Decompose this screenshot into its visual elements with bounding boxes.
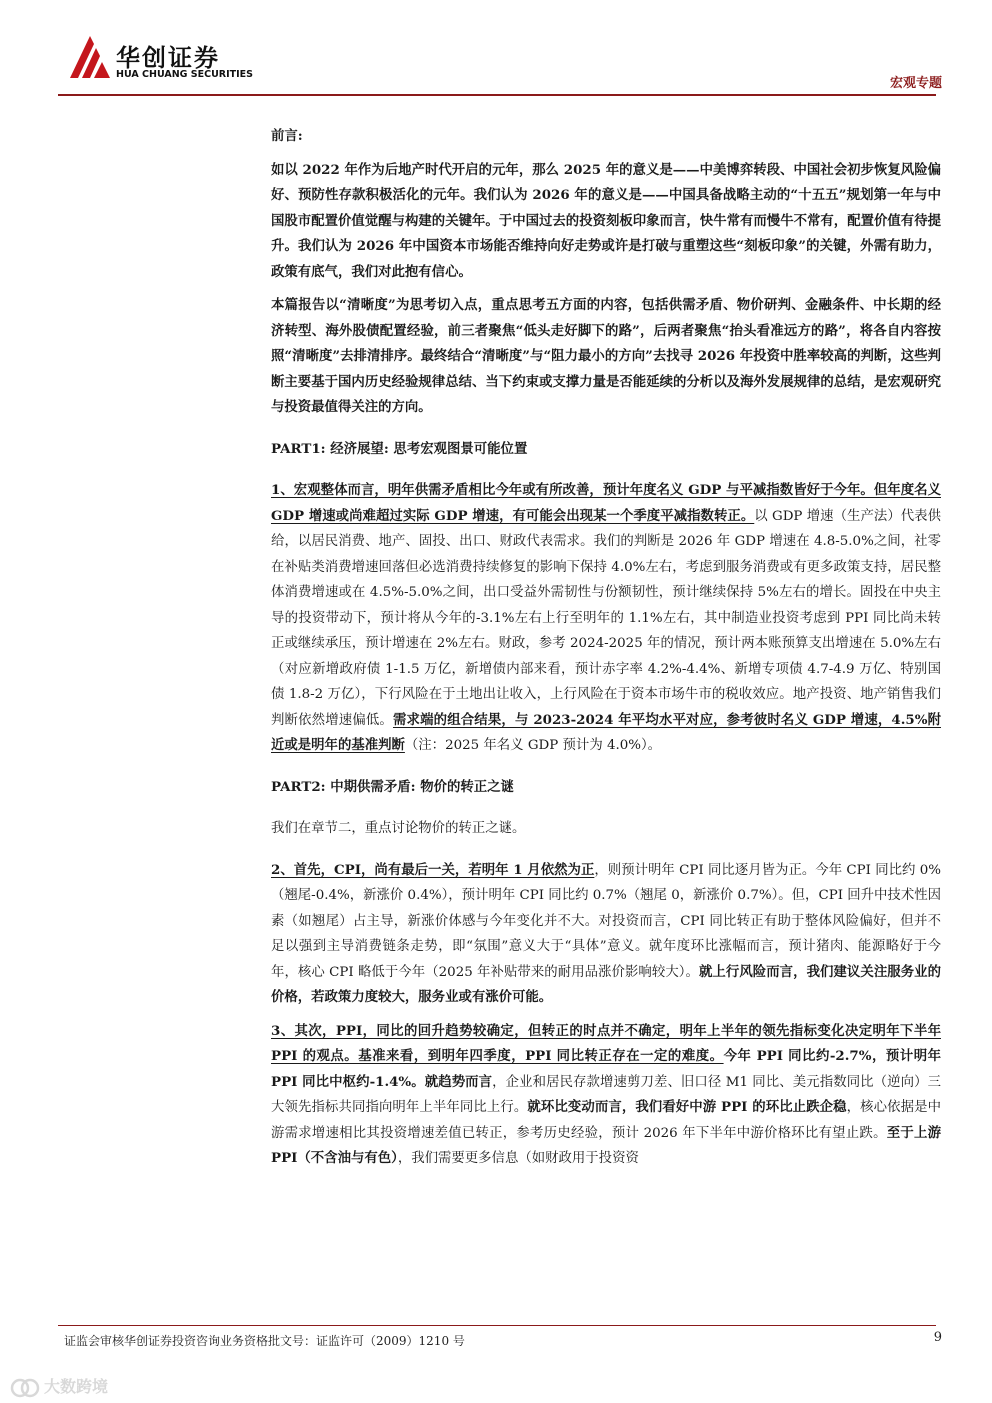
page-number: 9	[933, 1330, 942, 1345]
ppi-mom-body: ，核心依据是中游需求增速相比其投资增速差值已转正，参考历史经验，预计 2026 年下半年中游价格环比有望止跌。	[271, 1100, 942, 1141]
part1-body: 以 GDP 增速（生产法）代表供给，以居民消费、地产、固投、出口、财政代表需求。我们的判断是 2026 年 GDP 增速在 4.8-5.0%之间，社零在补贴类消费增速回落但必选消费持续修复的影响下保持 4.0%左右，考虑到服务消费或有更多政策支持，居民整体消费增速或在 4.5%-5.0%之间，出口受益外需韧性与份额韧性，预计继续保持 5%左右的增长。固投在中央主导的投资带动下，预计将从今年的-3.1%左右上行至明年的 1.1%左右，其中制造业投资考虑到 PPI 同比尚未转正或继续承压，预计增速在 2%左右。财政，参考 2024-2025 年的情况，预计两本账预算支出增速在 5.0%左右（对应新增政府债 1-1.5 万亿，新增债内部来看，预计赤字率 4.2%-4.4%、新增专项债 4.7-4.9 万亿、特别国债 1.8-2 万亿），下行风险在于土地出让收入，上行风险在于资本市场牛市的税收效应。地产投资、地产销售我们判断依然增速偏低。	[271, 508, 941, 728]
part1-note: （注：2025 年名义 GDP 预计为 4.0%）。	[404, 738, 662, 753]
huachuang-logo-icon	[68, 34, 112, 80]
preface-paragraph-1: 如以 2022 年作为后地产时代开启的元年，那么 2025 年的意义是——中美博弈转段、中国社会初步恢复风险偏好、预防性存款积极活化的元年。我们认为 2026 年的意义是——中国具备战略主动的“十五五”规划第一年与中国股市配置价值觉醒与构建的关键年。于中国过去的投资刻板印象而言，快牛常有而慢牛不常有，配置价值有待提升。我们认为 2026 年中国资本市场能否维持向好走势或许是打破与重塑这些“刻板印象”的关键，外需有助力，政策有底气，我们对此抱有信心。	[271, 161, 941, 280]
ppi-upstream-lead: 至于上游 PPI（不含油与有色）	[271, 1124, 941, 1166]
header-divider	[58, 94, 936, 96]
ppi-lead: 3、其次，PPI，同比的回升趋势较确定，但转正的时点并不确定，明年上半年的领先指标变化决定明年下半年 PPI 的观点。基准来看，到明年四季度，PPI 同比转正存在一定的难度。	[271, 1022, 941, 1064]
license-statement: 证监会审核华创证券投资咨询业务资格批文号：证监许可（2009）1210 号	[64, 1334, 465, 1348]
part1-paragraph	[271, 478, 941, 759]
part2-ppi-paragraph	[271, 1019, 941, 1172]
cpi-lead: 2、首先，CPI，尚有最后一关，若明年 1 月依然为正	[271, 861, 595, 878]
page-header	[0, 0, 992, 96]
part2-heading: PART2: 中期供需矛盾: 物价的转正之谜	[271, 778, 514, 795]
ppi-trend-body: ，企业和居民存款增速剪刀差、旧口径 M1 同比、美元指数同比（逆向）三大领先指标共同指向明年上半年同比上行。	[271, 1074, 941, 1115]
report-type-label: 宏观专题	[889, 76, 942, 91]
ppi-upstream-body: ，我们需要更多信息（如财政用于投资资	[397, 1151, 639, 1166]
part1-lead: 1、宏观整体而言，明年供需矛盾相比今年或有所改善，预计年度名义 GDP 与平减指数皆好于今年。但年度名义 GDP 增速或尚难超过实际 GDP 增速，有可能会出现某一个季度平减指数转正。	[271, 482, 941, 524]
part2-intro: 我们在章节二，重点讨论物价的转正之谜。	[271, 821, 526, 836]
brand-name-en: HUA CHUANG SECURITIES	[116, 69, 253, 80]
part2-cpi-paragraph	[271, 858, 941, 1011]
preface-paragraph-2: 本篇报告以“清晰度”为思考切入点，重点思考五方面的内容，包括供需矛盾、物价研判、金融条件、中长期的经济转型、海外股债配置经验，前三者聚焦“低头走好脚下的路”，后两者聚焦“抬头看准远方的路”，将各自内容按照“清晰度”去排清排序。最终结合“清晰度”与“阻力最小的方向”去找寻 2026 年投资中胜率较高的判断，这些判断主要基于国内历史经验规律总结、当下约束或支撑力量是否能延续的分析以及海外发展规律的总结，是宏观研究与投资最值得关注的方向。	[271, 297, 941, 415]
report-body	[271, 124, 941, 1172]
part1-heading: PART1: 经济展望: 思考宏观图景可能位置	[271, 440, 528, 457]
watermark	[10, 1374, 108, 1398]
part1-conclusion: 需求端的组合结果，与 2023-2024 年平均水平对应，参考彼时名义 GDP 增速，4.5%附近或是明年的基准判断	[271, 711, 941, 753]
footer-divider	[58, 1325, 936, 1326]
watermark-logo-icon	[10, 1378, 40, 1398]
ppi-mom-lead: 就环比变动而言，我们看好中游 PPI 的环比止跌企稳	[527, 1099, 847, 1115]
watermark-text: 大数跨境	[44, 1377, 109, 1396]
brand-name-cn: 华创证券	[116, 44, 220, 72]
ppi-forecast: 今年 PPI 同比约-2.7%，预计明年 PPI 同比中枢约-1.4%。就趋势而言	[271, 1048, 941, 1090]
cpi-risk-note: 就上行风险而言，我们建议关注服务业的价格，若政策力度较大，服务业或有涨价可能。	[271, 963, 941, 1005]
preface-title: 前言:	[271, 128, 303, 144]
cpi-body: ，则预计明年 CPI 同比逐月皆为正。今年 CPI 同比约 0%（翘尾-0.4%，新涨价 0.4%），预计明年 CPI 同比约 0.7%（翘尾 0，新涨价 0.7%）。但，CPI 回升中技术性因素（如翘尾）占主导，新涨价体感与今年变化并不大。对投资而言，CPI 同比转正有助于整体风险偏好，但并不足以强到主导消费链条走势，即“氛围”意义大于“具体”意义。就年度环比涨幅而言，预计猪肉、能源略好于今年，核心 CPI 略低于今年（2025 年补贴带来的耐用品涨价影响较大）。	[271, 862, 941, 980]
